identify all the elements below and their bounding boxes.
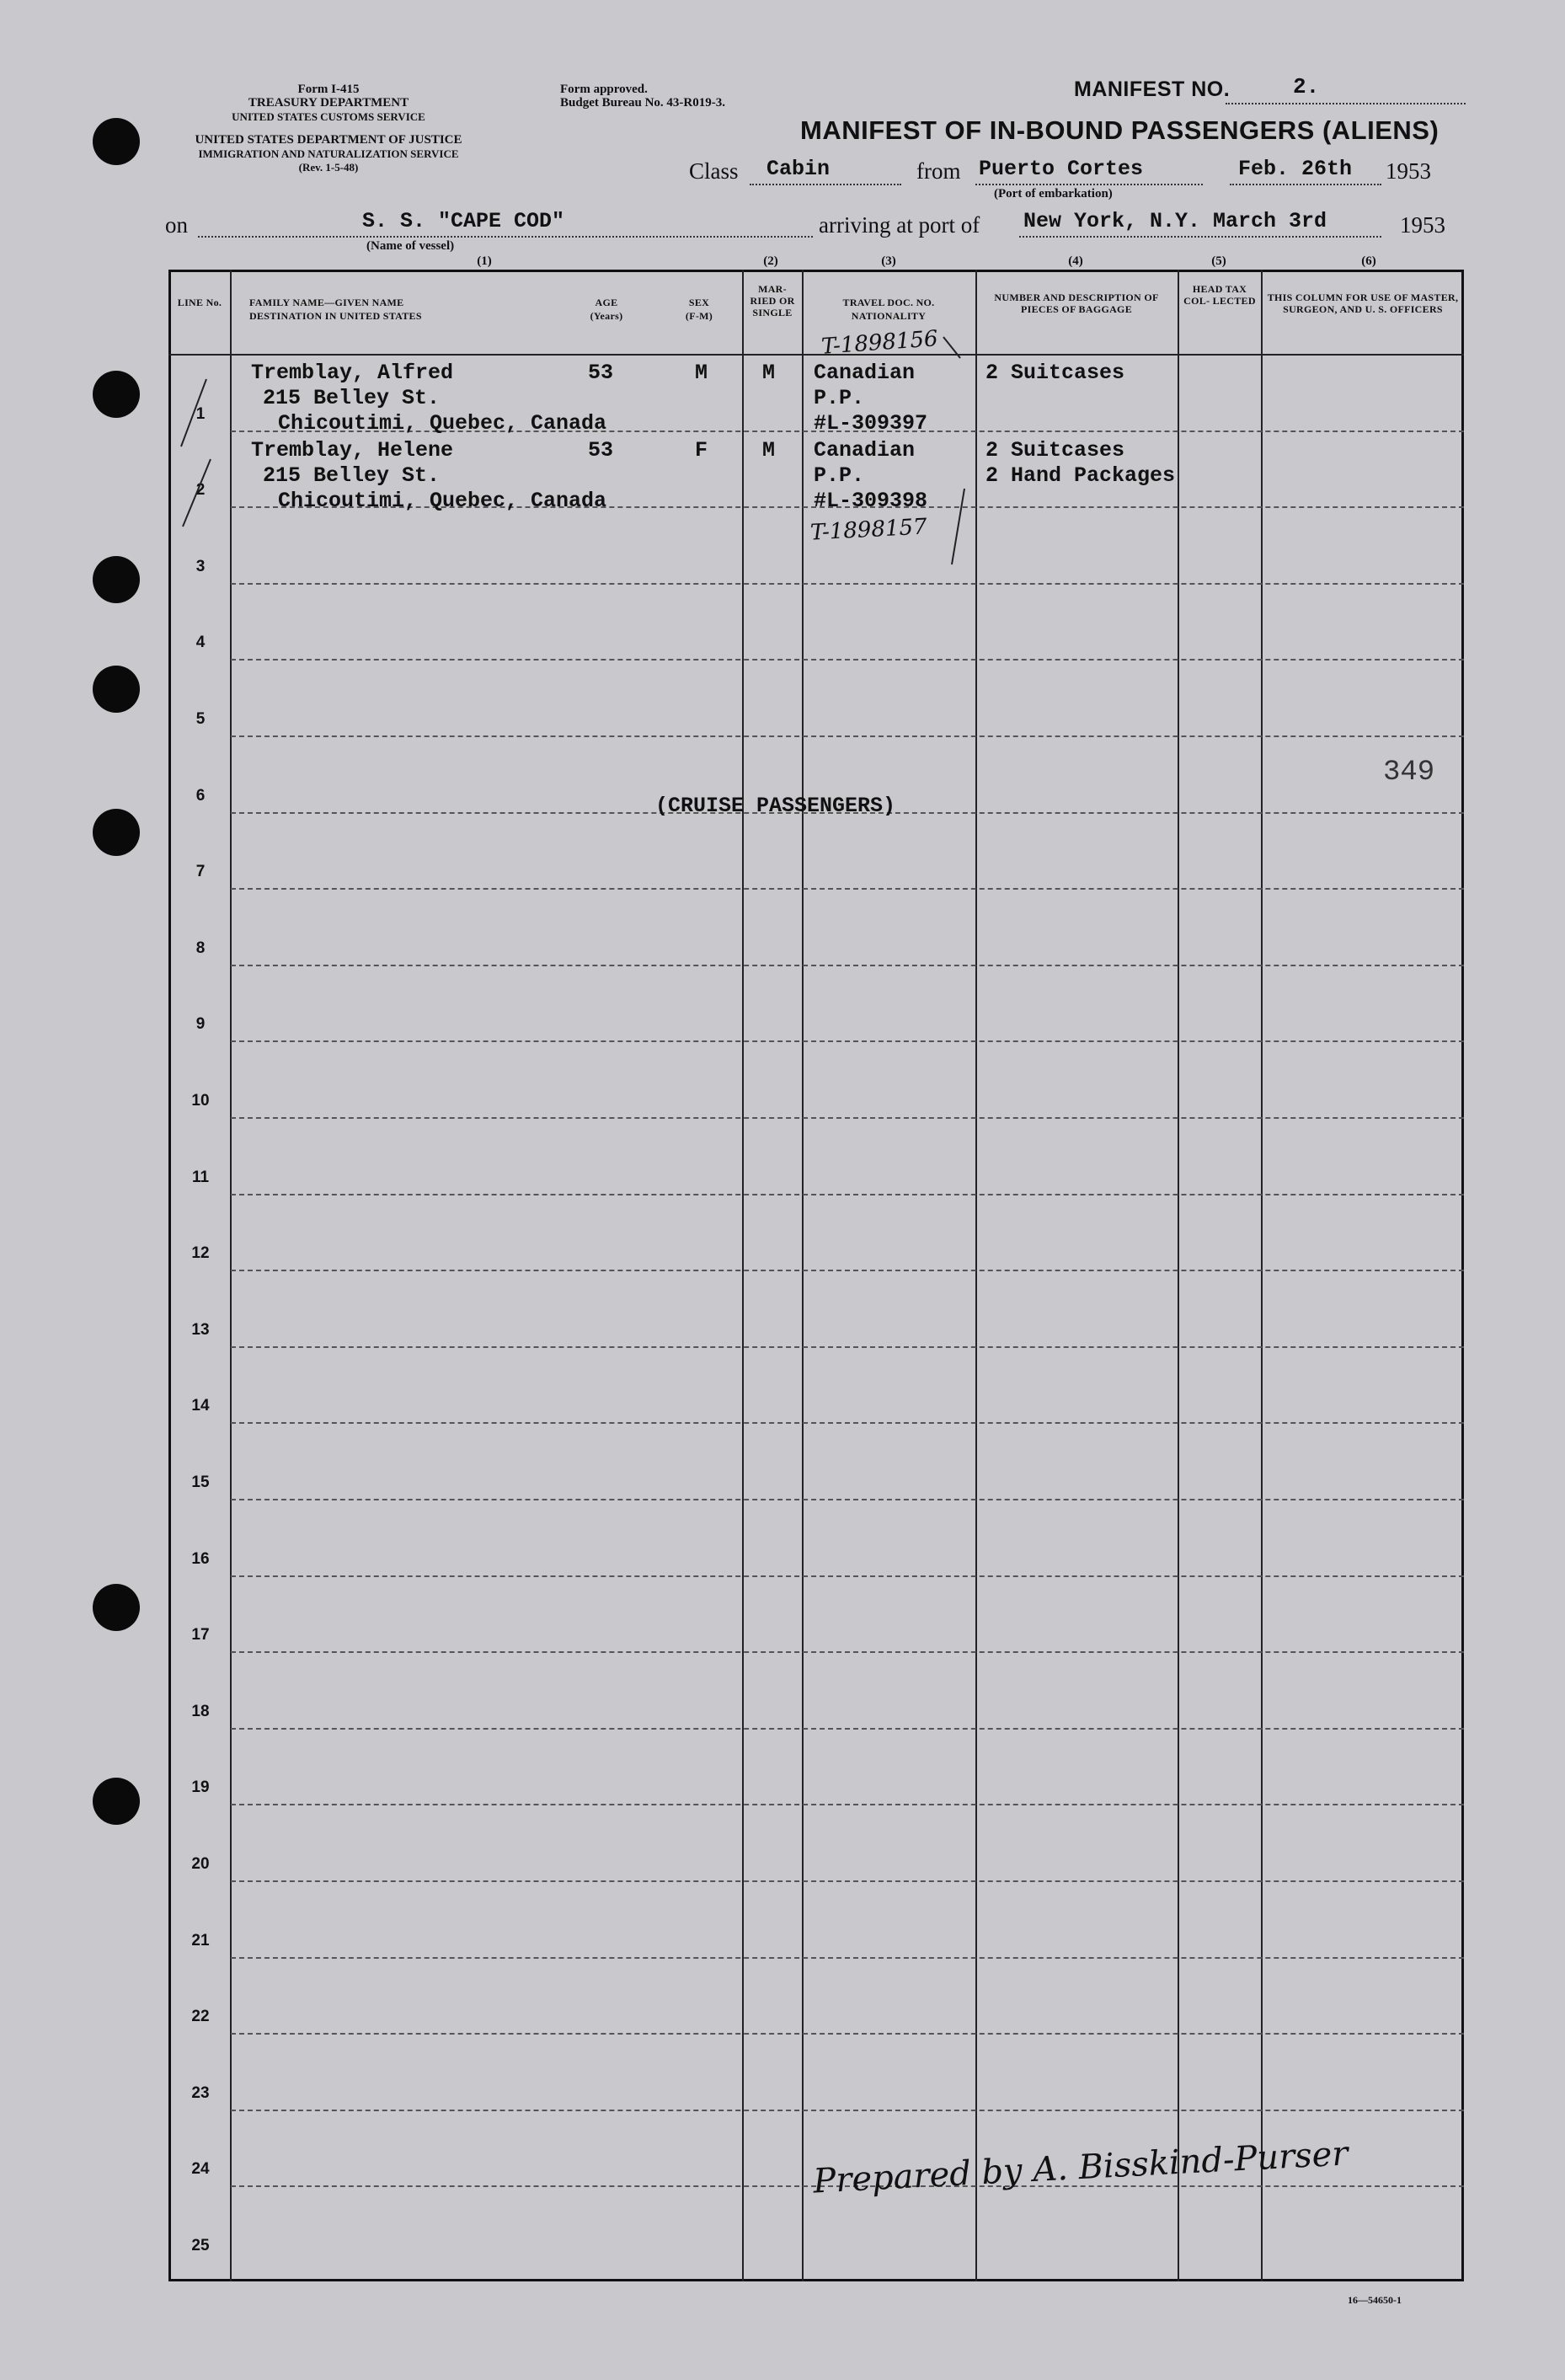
passenger-2-sex: F <box>695 438 708 463</box>
vessel-caption: (Name of vessel) <box>366 239 455 253</box>
header-sex: SEX <box>688 297 710 308</box>
punch-hole <box>93 556 140 603</box>
row-divider <box>231 1880 1464 1882</box>
row-divider <box>231 1194 1464 1195</box>
manifest-table <box>168 270 1464 2281</box>
passenger-2-doc-no: #L-309398 <box>814 489 928 513</box>
col-divider <box>230 270 232 2281</box>
colnum-2: (2) <box>763 254 778 268</box>
line-number: 25 <box>191 2237 210 2254</box>
embark-date: Feb. 26th <box>1238 157 1353 181</box>
punch-hole <box>93 809 140 856</box>
header-divider <box>168 354 1464 356</box>
header-age: AGE <box>595 297 618 308</box>
passenger-2-city: Chicoutimi, Quebec, Canada <box>278 489 607 513</box>
line-number: 9 <box>195 1015 206 1033</box>
line-number: 11 <box>191 1169 210 1186</box>
row-divider <box>231 2033 1464 2035</box>
row-divider <box>231 1499 1464 1500</box>
immigration-service: IMMIGRATION AND NATURALIZATION SERVICE <box>198 147 459 160</box>
passenger-1-address: 215 Belley St. <box>263 386 441 410</box>
manifest-no-label: MANIFEST NO. <box>1074 78 1231 101</box>
passenger-1-city: Chicoutimi, Quebec, Canada <box>278 411 607 436</box>
line-number: 13 <box>191 1321 210 1339</box>
line-number: 14 <box>191 1397 210 1415</box>
header-head-tax: HEAD TAX COL- LECTED <box>1183 283 1256 307</box>
manifest-no-value: 2. <box>1293 74 1320 99</box>
passenger-2-baggage: 2 Suitcases <box>985 438 1125 463</box>
class-line <box>750 184 901 185</box>
line-number: 17 <box>191 1626 210 1644</box>
arrival-year: 1953 <box>1400 212 1445 238</box>
arrival-port-date: New York, N.Y. March 3rd <box>1023 209 1327 233</box>
passenger-2-baggage-2: 2 Hand Packages <box>985 463 1176 488</box>
col-divider <box>802 270 804 2281</box>
header-age-unit: (Years) <box>590 310 623 322</box>
manifest-no-line <box>1226 103 1466 104</box>
punch-hole <box>93 1584 140 1631</box>
row-divider <box>231 965 1464 966</box>
budget-bureau: Budget Bureau No. 43-R019-3. <box>560 96 725 110</box>
header-destination: DESTINATION IN UNITED STATES <box>249 310 422 322</box>
header-travel-doc: TRAVEL DOC. NO. <box>842 297 935 308</box>
line-number: 15 <box>191 1473 210 1491</box>
line-number: 20 <box>191 1855 210 1873</box>
line-number: 1 <box>195 405 206 423</box>
line-number: 23 <box>191 2084 210 2102</box>
punch-hole <box>93 666 140 713</box>
row-divider <box>231 2110 1464 2111</box>
row-divider <box>231 1040 1464 1042</box>
col-divider <box>1178 270 1179 2281</box>
manifest-title: MANIFEST OF IN-BOUND PASSENGERS (ALIENS) <box>800 115 1439 145</box>
vessel-name: S. S. "CAPE COD" <box>362 209 565 233</box>
date-line <box>1230 184 1381 185</box>
treasury-department: TREASURY DEPARTMENT <box>248 96 409 110</box>
print-code: 16—54650-1 <box>1348 2294 1402 2306</box>
row-divider <box>231 1117 1464 1119</box>
row-divider <box>231 1575 1464 1577</box>
row-divider <box>231 888 1464 890</box>
passenger-2-name: Tremblay, Helene <box>251 438 454 463</box>
on-label: on <box>165 212 188 238</box>
colnum-3: (3) <box>881 254 896 268</box>
line-number: 3 <box>195 558 206 575</box>
row-divider <box>231 583 1464 585</box>
passenger-1-doc-type: P.P. <box>814 386 865 410</box>
from-line <box>975 184 1203 185</box>
passenger-2-address: 215 Belley St. <box>263 463 441 488</box>
arrival-line <box>1019 236 1381 238</box>
line-number: 19 <box>191 1778 210 1796</box>
header-officers: THIS COLUMN FOR USE OF MASTER, SURGEON, AND U. S. OFFICERS <box>1267 291 1459 315</box>
row-divider <box>231 659 1464 661</box>
line-number: 6 <box>195 787 206 805</box>
class-label: Class <box>689 158 739 184</box>
row-divider <box>231 1270 1464 1271</box>
passenger-1-doc-no: #L-309397 <box>814 411 928 436</box>
doc-tick-mark <box>910 320 977 573</box>
passenger-1-marital: M <box>762 361 776 385</box>
header-baggage: NUMBER AND DESCRIPTION OF PIECES OF BAGGAGE <box>994 291 1159 315</box>
passenger-1-annotation: T-1898156 <box>820 326 939 360</box>
line-number: 16 <box>191 1550 210 1568</box>
passenger-1-age: 53 <box>588 361 614 385</box>
punch-hole <box>93 1778 140 1825</box>
row-divider <box>231 1728 1464 1730</box>
vessel-line <box>198 236 813 238</box>
punch-hole <box>93 371 140 418</box>
line-number: 2 <box>195 481 206 499</box>
port-embarkation: Puerto Cortes <box>979 157 1144 181</box>
line-number: 4 <box>195 634 206 651</box>
passenger-1-nationality: Canadian <box>814 361 916 385</box>
passenger-1-sex: M <box>695 361 708 385</box>
passenger-2-marital: M <box>762 438 776 463</box>
page-stamp-number: 349 <box>1383 757 1435 789</box>
header-line-no: LINE No. <box>177 297 222 308</box>
form-number: Form I-415 <box>297 83 360 96</box>
line-number: 5 <box>195 710 206 728</box>
line-number: 12 <box>191 1244 210 1262</box>
form-approved: Form approved. <box>560 83 648 96</box>
line-number: 22 <box>191 2008 210 2025</box>
row-divider <box>231 1651 1464 1653</box>
customs-service: UNITED STATES CUSTOMS SERVICE <box>232 110 425 123</box>
colnum-1: (1) <box>477 254 492 268</box>
cruise-passengers-note: (CRUISE PASSENGERS) <box>655 794 896 818</box>
colnum-5: (5) <box>1211 254 1226 268</box>
colnum-4: (4) <box>1068 254 1083 268</box>
row-divider <box>231 1957 1464 1959</box>
col-divider <box>1261 270 1263 2281</box>
from-label: from <box>916 158 961 184</box>
line-number: 8 <box>195 939 206 957</box>
row-divider <box>231 1346 1464 1348</box>
passenger-2-doc-type: P.P. <box>814 463 865 488</box>
embark-year: 1953 <box>1386 158 1431 184</box>
arriving-label: arriving at port of <box>819 212 980 238</box>
header-family-name: FAMILY NAME—GIVEN NAME <box>249 297 404 308</box>
class-value: Cabin <box>766 157 831 181</box>
passenger-1-name: Tremblay, Alfred <box>251 361 454 385</box>
row-divider <box>231 1804 1464 1805</box>
preparer-signature: Prepared by A. Bisskind-Purser <box>812 2134 1349 2201</box>
col-divider <box>742 270 744 2281</box>
check-mark <box>173 371 232 539</box>
revision-date: (Rev. 1-5-48) <box>298 161 359 174</box>
passenger-1-baggage: 2 Suitcases <box>985 361 1125 385</box>
line-number: 21 <box>191 1932 210 1949</box>
row-divider <box>231 735 1464 737</box>
justice-department: UNITED STATES DEPARTMENT OF JUSTICE <box>195 133 462 147</box>
header-married: MAR- RIED OR SINGLE <box>750 283 795 318</box>
passenger-2-nationality: Canadian <box>814 438 916 463</box>
port-embarkation-caption: (Port of embarkation) <box>994 187 1113 201</box>
passenger-2-age: 53 <box>588 438 614 463</box>
line-number: 24 <box>191 2160 210 2178</box>
line-number: 10 <box>191 1092 210 1110</box>
passenger-2-annotation: T-1898157 <box>809 514 928 546</box>
header-sex-unit: (F-M) <box>685 310 713 322</box>
colnum-6: (6) <box>1361 254 1376 268</box>
header-nationality: NATIONALITY <box>851 310 927 322</box>
line-number: 7 <box>195 863 206 880</box>
row-divider <box>231 1422 1464 1424</box>
line-number: 18 <box>191 1703 210 1720</box>
